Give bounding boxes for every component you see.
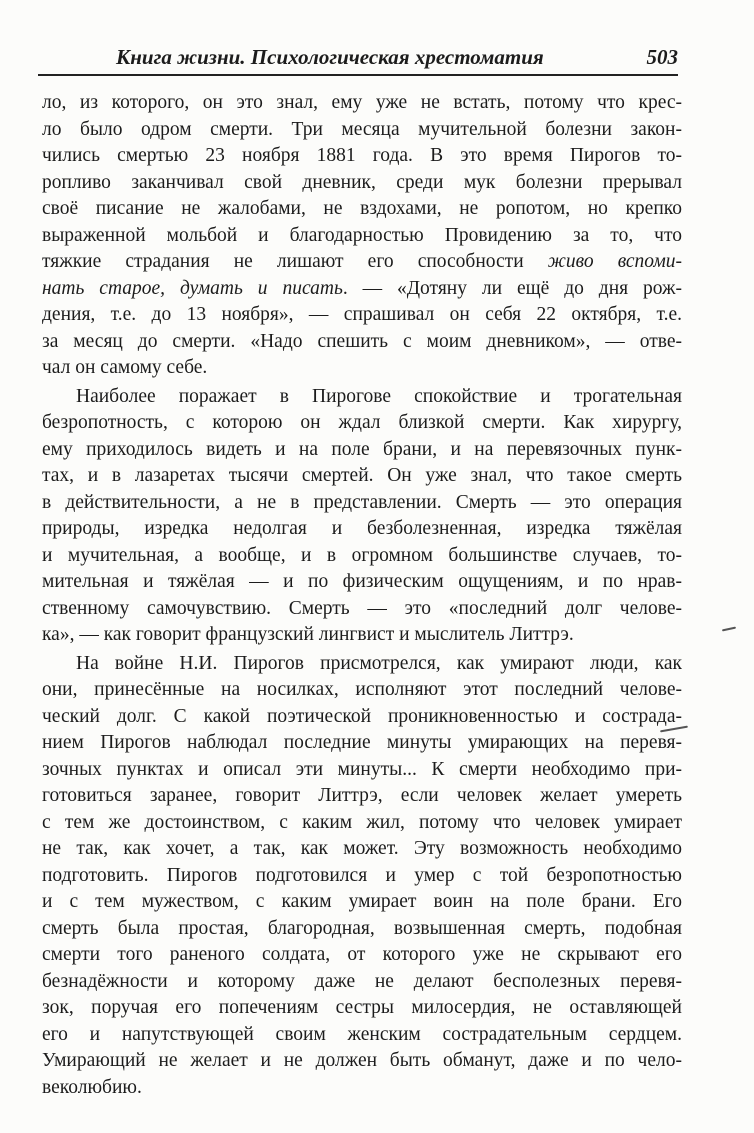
text-line: ему приходилось видеть и на поле брани, и на перевязочных пунк- — [42, 438, 682, 460]
text-line — [42, 276, 682, 303]
text-line: ческий долг. С какой поэтической проникновенностью и сострада- — [42, 705, 682, 727]
text-line: с тем же достоинством, с каким жил, потому что человек умирает — [42, 811, 682, 833]
text-line: и с тем мужеством, с каким умирает воин на поле брани. Его — [42, 891, 682, 912]
paragraph-2 — [42, 384, 682, 649]
text-line: не так, как хочет, а так, как может. Эту возможность необходимо — [42, 838, 682, 859]
text-line: смерть была простая, благородная, возвышенная смерть, подобная — [42, 917, 682, 939]
text-line: смерти того раненого солдата, от которого уже не скрывают его — [42, 944, 682, 965]
text-line: природы, изредка недолгая и безболезненная, изредка тяжёлая — [42, 518, 682, 539]
paragraph-3 — [42, 651, 682, 1102]
text-segment: тяжкие страдания не лишают его способности — [42, 251, 548, 272]
text-line: своё писание не жалобами, не вздохами, не ропотом, но крепко — [42, 198, 682, 219]
page-number: 503 — [646, 45, 678, 69]
text-line: безропотность, с которою он ждал близкой смерти. Как хирургу, — [42, 412, 682, 433]
text-line: Наиболее поражает в Пирогове спокойствие и трогательная — [76, 385, 682, 407]
running-title: Книга жизни. Психологическая хрестоматия — [116, 45, 544, 69]
text-line: мительная и тяжёлая — и по физическим ощущениям, и по нрав- — [42, 571, 682, 592]
text-line: чал он самому себе. — [42, 357, 208, 378]
text-line: они, принесённые на носилках, исполняют этот последний челове- — [42, 679, 682, 700]
text-line: нием Пирогов наблюдал последние минуты умирающих на перевя- — [42, 732, 682, 753]
text-segment: . — «Дотяну ли ещё до дня рож- — [342, 277, 682, 299]
body-text — [42, 90, 682, 1101]
text-line: тах, и в лазаретах тысячи смертей. Он уже знал, что такое смерть — [42, 465, 682, 486]
text-line: На войне Н.И. Пирогов присмотрелся, как умирают люди, как — [76, 652, 682, 674]
text-line: безнадёжности и которому даже не делают бесполезных перевя- — [42, 970, 682, 992]
text-line: дения, т.е. до 13 ноября», — спрашивал он себя 22 октября, т.е. — [42, 304, 682, 325]
text-line: зочных пунктах и описал эти минуты... К смерти необходимо при- — [42, 758, 682, 780]
text-line: ло было одром смерти. Три месяца мучительной болезни закон- — [42, 118, 682, 140]
text-line: за месяц до смерти. «Надо спешить с моим дневником», — отве- — [42, 330, 682, 352]
text-line — [42, 249, 682, 276]
text-line: готовиться заранее, говорит Литтрэ, если человек желает умереть — [42, 785, 682, 806]
text-line: чились смертью 23 ноября 1881 года. В это время Пирогов то- — [42, 145, 682, 166]
text-line: выраженной мольбой и благодарностью Провидению за то, что — [42, 224, 682, 246]
running-header — [38, 38, 678, 76]
text-line: веколюбию. — [42, 1076, 142, 1098]
text-line: подготовить. Пирогов подготовился и умер с той безропотностью — [42, 864, 682, 886]
text-line: и мучительная, а вообще, и в огромном большинстве случаев, то- — [42, 544, 682, 566]
scan-speck — [722, 627, 736, 632]
paragraph-1 — [42, 90, 682, 382]
text-line: ропливо заканчивал свой дневник, среди мук болезни прерывал — [42, 171, 682, 193]
text-line: его и напутствующей своим женским сострадательным сердцем. — [42, 1023, 682, 1045]
text-line: зок, поручая его попечениям сестры милосердия, не оставляющей — [42, 997, 682, 1018]
italic-segment: живо вспоми- — [547, 251, 683, 272]
text-line: ственному самочувствию. Смерть — это «последний долг челове- — [42, 597, 682, 619]
italic-segment: нать старое, думать и писать — [42, 277, 343, 299]
text-line: в действительности, а не в представлении. Смерть — это операция — [42, 491, 682, 513]
text-line: ка», — как говорит французский лингвист и мыслитель Литтрэ. — [42, 624, 574, 645]
text-line: ло, из которого, он это знал, ему уже не встать, потому что крес- — [42, 92, 682, 113]
text-line: Умирающий не желает и не должен быть обманут, даже и по чело- — [42, 1050, 682, 1071]
